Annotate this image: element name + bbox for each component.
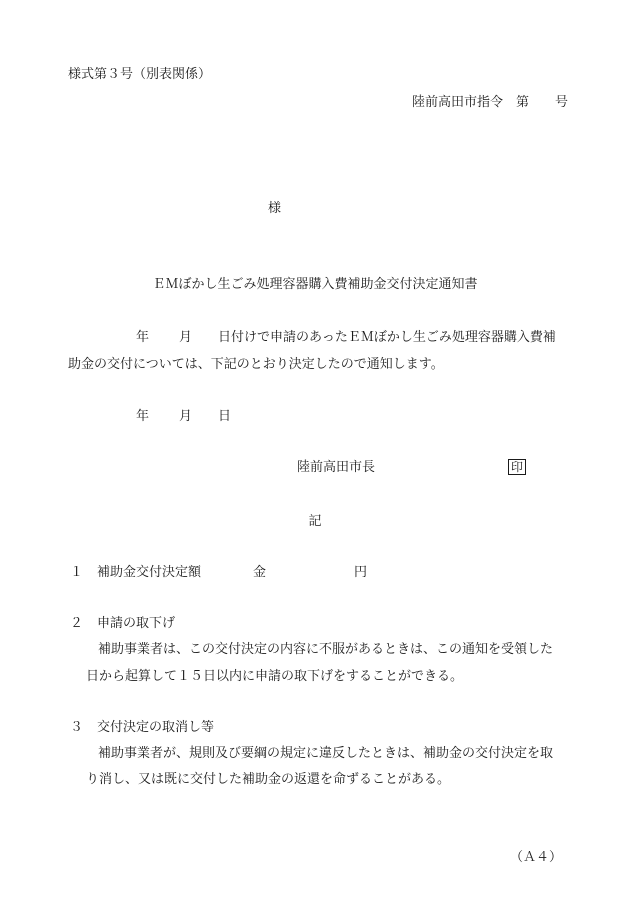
document-number: 陸前高田市指令 第 号	[411, 95, 568, 110]
document-title: ＥＭぼかし生ごみ処理容器購入費補助金交付決定通知書	[152, 277, 478, 292]
issuer-name: 陸前高田市長	[297, 460, 376, 475]
date-month-label: 月	[179, 409, 193, 424]
issue-date	[136, 410, 231, 423]
item-3-text-line-1: 補助事業者が、規則及び要綱の規定に違反したときは、補助金の交付決定を取	[98, 746, 554, 761]
addressee-honorific: 様	[268, 201, 282, 216]
item-2-text-line-2: 日から起算して１５日以内に申請の取下げをすることができる。	[86, 669, 464, 684]
item-1-amount-prefix: 金	[253, 565, 267, 580]
item-3-heading: 交付決定の取消し等	[97, 720, 215, 735]
seal-mark: 印	[508, 459, 526, 475]
body-line-2: 助金の交付については、下記のとおり決定したので通知します。	[68, 357, 444, 372]
body-line-1	[136, 331, 556, 344]
item-2-text-line-1: 補助事業者は、この交付決定の内容に不服があるときは、この通知を受領した	[98, 642, 554, 657]
paper-size-label: （Ａ４）	[509, 850, 562, 865]
item-3-text-line-2: り消し、又は既に交付した補助金の返還を命ずることがある。	[86, 772, 451, 787]
item-3-header	[70, 721, 214, 734]
body-month-label: 月	[179, 330, 193, 345]
date-day-label: 日	[218, 409, 232, 424]
item-2-heading: 申請の取下げ	[97, 616, 176, 631]
date-year-label: 年	[136, 409, 150, 424]
ki-heading: 記	[308, 514, 322, 529]
item-1	[70, 566, 367, 579]
item-2-header	[70, 617, 175, 630]
body-line-1-text: 日付けで申請のあったＥＭぼかし生ごみ処理容器購入費補	[218, 330, 556, 345]
item-2-number: ２	[70, 616, 84, 631]
item-1-heading: 補助金交付決定額	[97, 565, 202, 580]
form-number: 様式第３号（別表関係）	[68, 67, 212, 82]
item-1-amount-unit: 円	[354, 565, 368, 580]
item-1-number: １	[70, 565, 84, 580]
item-3-number: ３	[70, 720, 84, 735]
body-year-label: 年	[136, 330, 150, 345]
